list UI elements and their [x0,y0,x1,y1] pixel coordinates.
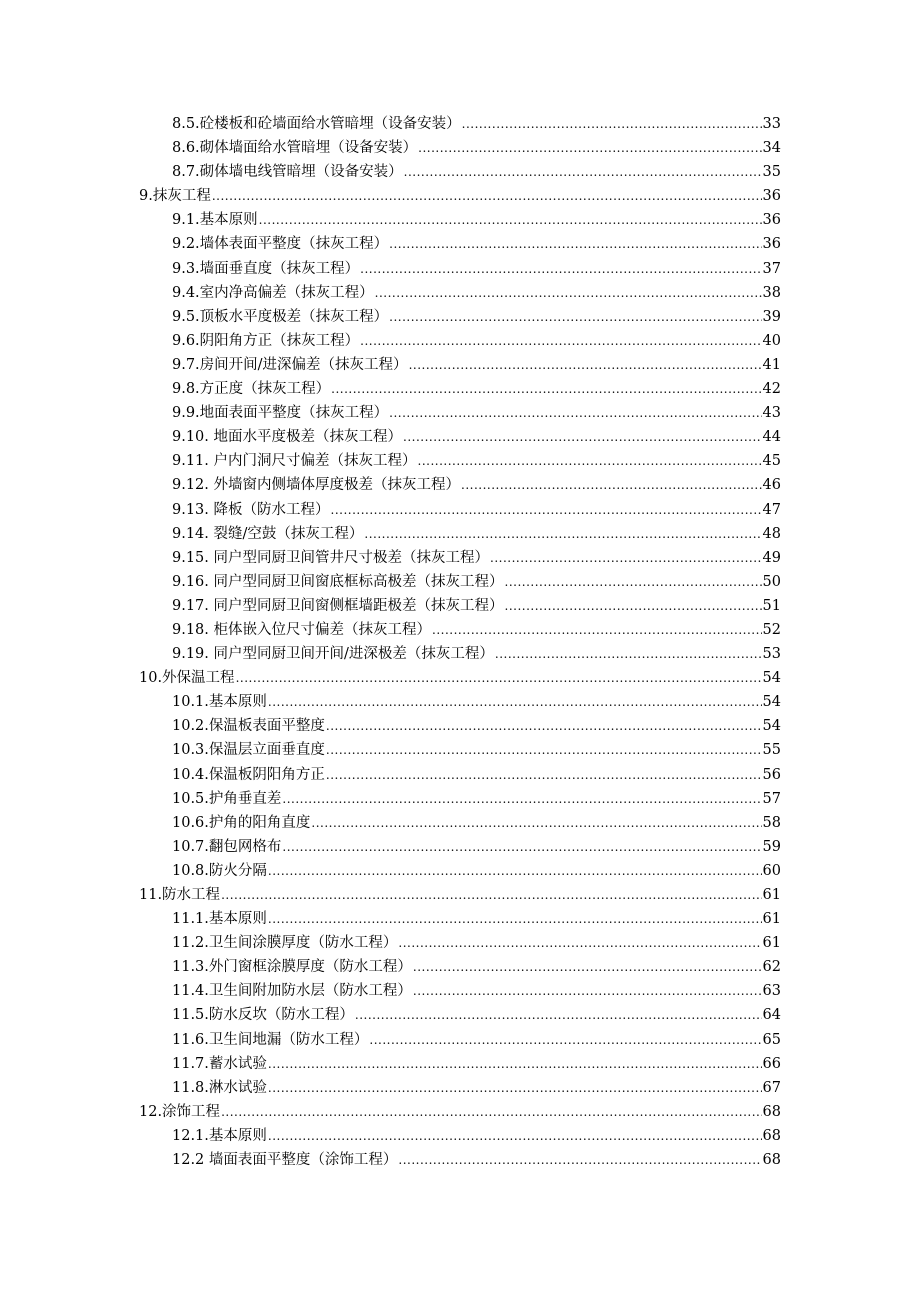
toc-entry-label: 12.涂饰工程 [139,1103,221,1120]
toc-entry-label: 9.15. 同户型同厨卫间管井尺寸极差（抹灰工程） [172,549,490,566]
toc-dot-leader [505,570,762,594]
toc-section-entry[interactable] [139,546,781,570]
toc-entry-page-number: 68 [762,1127,781,1144]
toc-entry-label: 11.8.淋水试验 [172,1079,267,1096]
toc-section-entry[interactable] [139,473,781,497]
toc-dot-leader [364,522,761,546]
toc-section-entry[interactable] [139,738,781,762]
toc-dot-leader [326,714,762,738]
toc-entry-label: 9.1.基本原则 [172,212,258,229]
toc-dot-leader [375,281,762,305]
toc-section-entry[interactable] [139,401,781,425]
toc-entry-label: 9.18. 柜体嵌入位尺寸偏差（抹灰工程） [172,621,432,638]
toc-section-entry[interactable] [139,690,781,714]
toc-dot-leader [360,257,761,281]
toc-entry-page-number: 45 [762,453,781,470]
toc-section-entry[interactable] [139,112,781,136]
toc-entry-page-number: 50 [762,573,781,590]
toc-section-entry[interactable] [139,835,781,859]
toc-entry-page-number: 61 [762,887,781,903]
toc-section-entry[interactable] [139,1003,781,1027]
toc-section-entry[interactable] [139,931,781,955]
toc-entry-page-number: 61 [762,911,781,928]
toc-entry-page-number: 57 [762,790,781,807]
toc-section-entry[interactable] [139,618,781,642]
toc-dot-leader [331,498,762,522]
toc-chapter-entry[interactable] [139,883,781,907]
toc-entry-label: 9.4.室内净高偏差（抹灰工程） [172,284,374,301]
toc-entry-page-number: 60 [762,862,781,879]
toc-entry-label: 9.16. 同户型同厨卫间窗底框标高极差（抹灰工程） [172,573,504,590]
toc-entry-page-number: 68 [762,1103,781,1120]
toc-entry-label: 9.8.方正度（抹灰工程） [172,381,331,398]
toc-dot-leader [326,738,762,762]
toc-chapter-entry[interactable] [139,666,781,690]
toc-dot-leader [389,401,761,425]
toc-entry-label: 8.5.砼楼板和砼墙面给水管暗埋（设备安装） [172,116,461,132]
toc-entry-page-number: 37 [762,260,781,277]
toc-entry-page-number: 43 [762,405,781,422]
toc-entry-label: 11.7.蓄水试验 [172,1055,267,1072]
toc-entry-page-number: 40 [762,332,781,349]
toc-entry-page-number: 64 [762,1007,781,1024]
toc-section-entry[interactable] [139,763,781,787]
toc-dot-leader [409,353,762,377]
toc-entry-label: 10.2.保温板表面平整度 [172,718,325,735]
toc-entry-label: 8.7.砌体墙电线管暗埋（设备安装） [172,164,403,181]
toc-entry-page-number: 47 [762,501,781,518]
toc-entry-page-number: 58 [762,814,781,831]
toc-dot-leader [282,835,761,859]
toc-entry-label: 12.2 墙面表面平整度（涂饰工程） [172,1152,398,1169]
toc-entry-page-number: 68 [762,1152,781,1169]
toc-section-entry[interactable] [139,232,781,256]
toc-section-entry[interactable] [139,1124,781,1148]
toc-section-entry[interactable] [139,1028,781,1052]
toc-section-entry[interactable] [139,377,781,401]
toc-dot-leader [389,305,761,329]
toc-entry-label: 12.1.基本原则 [172,1127,267,1144]
toc-entry-page-number: 59 [762,838,781,855]
toc-entry-label: 11.1.基本原则 [172,911,267,928]
toc-dot-leader [282,787,761,811]
toc-dot-leader [495,642,762,666]
toc-section-entry[interactable] [139,353,781,377]
toc-dot-leader [268,1052,762,1076]
toc-entry-label: 9.13. 降板（防水工程） [172,501,330,518]
toc-dot-leader [268,690,762,714]
toc-dot-leader [221,883,761,907]
toc-section-entry[interactable] [139,1052,781,1076]
toc-section-entry[interactable] [139,811,781,835]
toc-section-entry[interactable] [139,594,781,618]
toc-section-entry[interactable] [139,329,781,353]
toc-section-entry[interactable] [139,160,781,184]
toc-entry-page-number: 53 [762,646,781,663]
toc-entry-page-number: 33 [762,116,781,132]
toc-section-entry[interactable] [139,907,781,931]
toc-entry-label: 11.6.卫生间地漏（防水工程） [172,1031,369,1048]
toc-section-entry[interactable] [139,257,781,281]
toc-dot-leader [369,1028,761,1052]
toc-entry-label: 10.7.翻包网格布 [172,838,282,855]
toc-dot-leader [268,907,762,931]
toc-chapter-entry[interactable] [139,184,781,208]
toc-entry-page-number: 34 [762,140,781,157]
toc-section-entry[interactable] [139,955,781,979]
toc-entry-page-number: 41 [762,356,781,373]
toc-section-entry[interactable] [139,425,781,449]
toc-dot-leader [259,208,762,232]
toc-section-entry[interactable] [139,1076,781,1100]
toc-section-entry[interactable] [139,859,781,883]
toc-dot-leader [221,1100,761,1124]
toc-dot-leader [389,232,761,256]
toc-entry-label: 9.19. 同户型同厨卫间开间/进深极差（抹灰工程） [172,646,494,663]
toc-entry-page-number: 38 [762,284,781,301]
toc-entry-page-number: 48 [762,525,781,542]
toc-entry-label: 10.外保温工程 [139,670,235,687]
toc-entry-page-number: 66 [762,1055,781,1072]
toc-entry-label: 9.9.地面表面平整度（抹灰工程） [172,405,389,422]
toc-entry-page-number: 36 [762,188,781,205]
toc-entry-page-number: 65 [762,1031,781,1048]
toc-dot-leader [413,955,762,979]
toc-entry-page-number: 54 [762,718,781,735]
toc-dot-leader [505,594,762,618]
toc-entry-label: 9.12. 外墙窗内侧墙体厚度极差（抹灰工程） [172,477,461,494]
toc-dot-leader [360,329,761,353]
toc-entry-label: 9.2.墙体表面平整度（抹灰工程） [172,236,389,253]
toc-dot-leader [413,979,762,1003]
toc-dot-leader [212,184,762,208]
toc-entry-page-number: 36 [762,212,781,229]
toc-entry-page-number: 54 [762,670,781,687]
toc-entry-page-number: 52 [762,621,781,638]
toc-entry-page-number: 46 [762,477,781,494]
toc-entry-page-number: 42 [762,381,781,398]
toc-entry-page-number: 51 [762,597,781,614]
toc-dot-leader [461,473,762,497]
toc-dot-leader [432,618,762,642]
toc-entry-page-number: 36 [762,236,781,253]
toc-chapter-entry[interactable] [139,1100,781,1124]
toc-section-entry[interactable] [139,642,781,666]
toc-entry-page-number: 39 [762,308,781,325]
toc-entry-label: 11.5.防水反坎（防水工程） [172,1007,354,1024]
toc-dot-leader [398,1148,761,1172]
toc-section-entry[interactable] [139,570,781,594]
toc-section-entry[interactable] [139,281,781,305]
toc-entry-label: 10.3.保温层立面垂直度 [172,742,325,759]
toc-dot-leader [331,377,761,401]
toc-entry-page-number: 49 [762,549,781,566]
toc-section-entry[interactable] [139,787,781,811]
toc-entry-page-number: 35 [762,164,781,181]
toc-section-entry[interactable] [139,522,781,546]
toc-section-entry[interactable] [139,1148,781,1172]
toc-dot-leader [311,811,761,835]
toc-entry-label: 11.2.卫生间涂膜厚度（防水工程） [172,935,398,952]
toc-section-entry[interactable] [139,449,781,473]
toc-section-entry[interactable] [139,714,781,738]
toc-dot-leader [268,1076,762,1100]
toc-entry-label: 10.1.基本原则 [172,694,267,711]
toc-dot-leader [418,449,762,473]
toc-dot-leader [462,112,762,136]
toc-section-entry[interactable] [139,498,781,522]
toc-section-entry[interactable] [139,136,781,160]
toc-entry-page-number: 55 [762,742,781,759]
toc-entry-page-number: 62 [762,959,781,976]
toc-section-entry[interactable] [139,208,781,232]
toc-dot-leader [236,666,762,690]
toc-entry-label: 9.7.房间开间/进深偏差（抹灰工程） [172,356,408,373]
toc-dot-leader [398,931,761,955]
toc-entry-label: 9.5.顶板水平度极差（抹灰工程） [172,308,389,325]
toc-dot-leader [326,763,762,787]
toc-dot-leader [418,136,761,160]
toc-entry-page-number: 44 [762,429,781,446]
toc-entry-label: 9.10. 地面水平度极差（抹灰工程） [172,429,403,446]
toc-entry-page-number: 56 [762,766,781,783]
toc-dot-leader [403,425,762,449]
table-of-contents [139,112,781,1172]
toc-section-entry[interactable] [139,305,781,329]
toc-entry-page-number: 54 [762,694,781,711]
toc-entry-label: 9.14. 裂缝/空鼓（抹灰工程） [172,525,364,542]
toc-entry-label: 9.17. 同户型同厨卫间窗侧框墙距极差（抹灰工程） [172,597,504,614]
toc-entry-label: 11.防水工程 [139,887,221,903]
toc-dot-leader [404,160,762,184]
toc-entry-label: 8.6.砌体墙面给水管暗埋（设备安装） [172,140,418,157]
toc-section-entry[interactable] [139,979,781,1003]
toc-dot-leader [490,546,762,570]
toc-entry-label: 10.4.保温板阴阳角方正 [172,766,325,783]
toc-entry-label: 10.8.防火分隔 [172,862,267,879]
toc-entry-label: 9.11. 户内门洞尺寸偏差（抹灰工程） [172,453,417,470]
toc-entry-label: 11.3.外门窗框涂膜厚度（防水工程） [172,959,412,976]
toc-entry-label: 9.抹灰工程 [139,188,211,205]
toc-dot-leader [268,1124,762,1148]
toc-entry-page-number: 63 [762,983,781,1000]
toc-dot-leader [355,1003,762,1027]
toc-entry-label: 10.5.护角垂直差 [172,790,282,807]
toc-entry-label: 9.6.阴阳角方正（抹灰工程） [172,332,360,349]
toc-entry-label: 11.4.卫生间附加防水层（防水工程） [172,983,412,1000]
toc-dot-leader [268,859,762,883]
toc-entry-label: 9.3.墙面垂直度（抹灰工程） [172,260,360,277]
toc-entry-label: 10.6.护角的阳角直度 [172,814,311,831]
toc-entry-page-number: 61 [762,935,781,952]
toc-entry-page-number: 67 [762,1079,781,1096]
